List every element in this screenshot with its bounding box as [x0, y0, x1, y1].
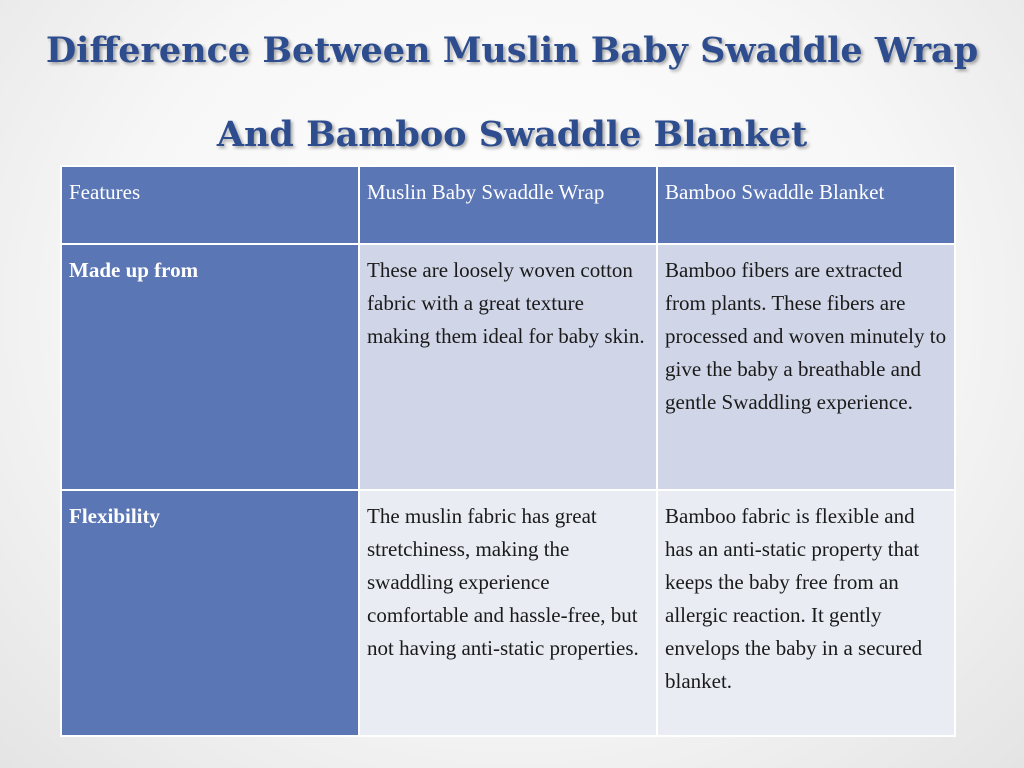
- header-muslin: Muslin Baby Swaddle Wrap: [359, 166, 657, 244]
- slide-title-line-1: Difference Between Muslin Baby Swaddle Wrap: [45, 30, 979, 71]
- muslin-made-up-from: These are loosely woven cotton fabric with a great texture making them ideal for baby skin.: [359, 244, 657, 490]
- feature-flexibility: Flexibility: [61, 490, 359, 736]
- slide-title-line-2: And Bamboo Swaddle Blanket: [216, 114, 808, 155]
- comparison-table: [60, 165, 956, 737]
- muslin-flexibility: The muslin fabric has great stretchiness, making the swaddling experience comfortable and hassle-free, but not having anti-static properties.: [359, 490, 657, 736]
- feature-made-up-from: Made up from: [61, 244, 359, 490]
- header-bamboo: Bamboo Swaddle Blanket: [657, 166, 955, 244]
- bamboo-flexibility: Bamboo fabric is flexible and has an anti-static property that keeps the baby free from an allergic reaction. It gently envelops the baby in a secured blanket.: [657, 490, 955, 736]
- table-row: [61, 244, 955, 490]
- table-row: [61, 490, 955, 736]
- bamboo-made-up-from: Bamboo fibers are extracted from plants. These fibers are processed and woven minutely to give the baby a breathable and gentle Swaddling experience.: [657, 244, 955, 490]
- header-features: Features: [61, 166, 359, 244]
- table-header-row: [61, 166, 955, 244]
